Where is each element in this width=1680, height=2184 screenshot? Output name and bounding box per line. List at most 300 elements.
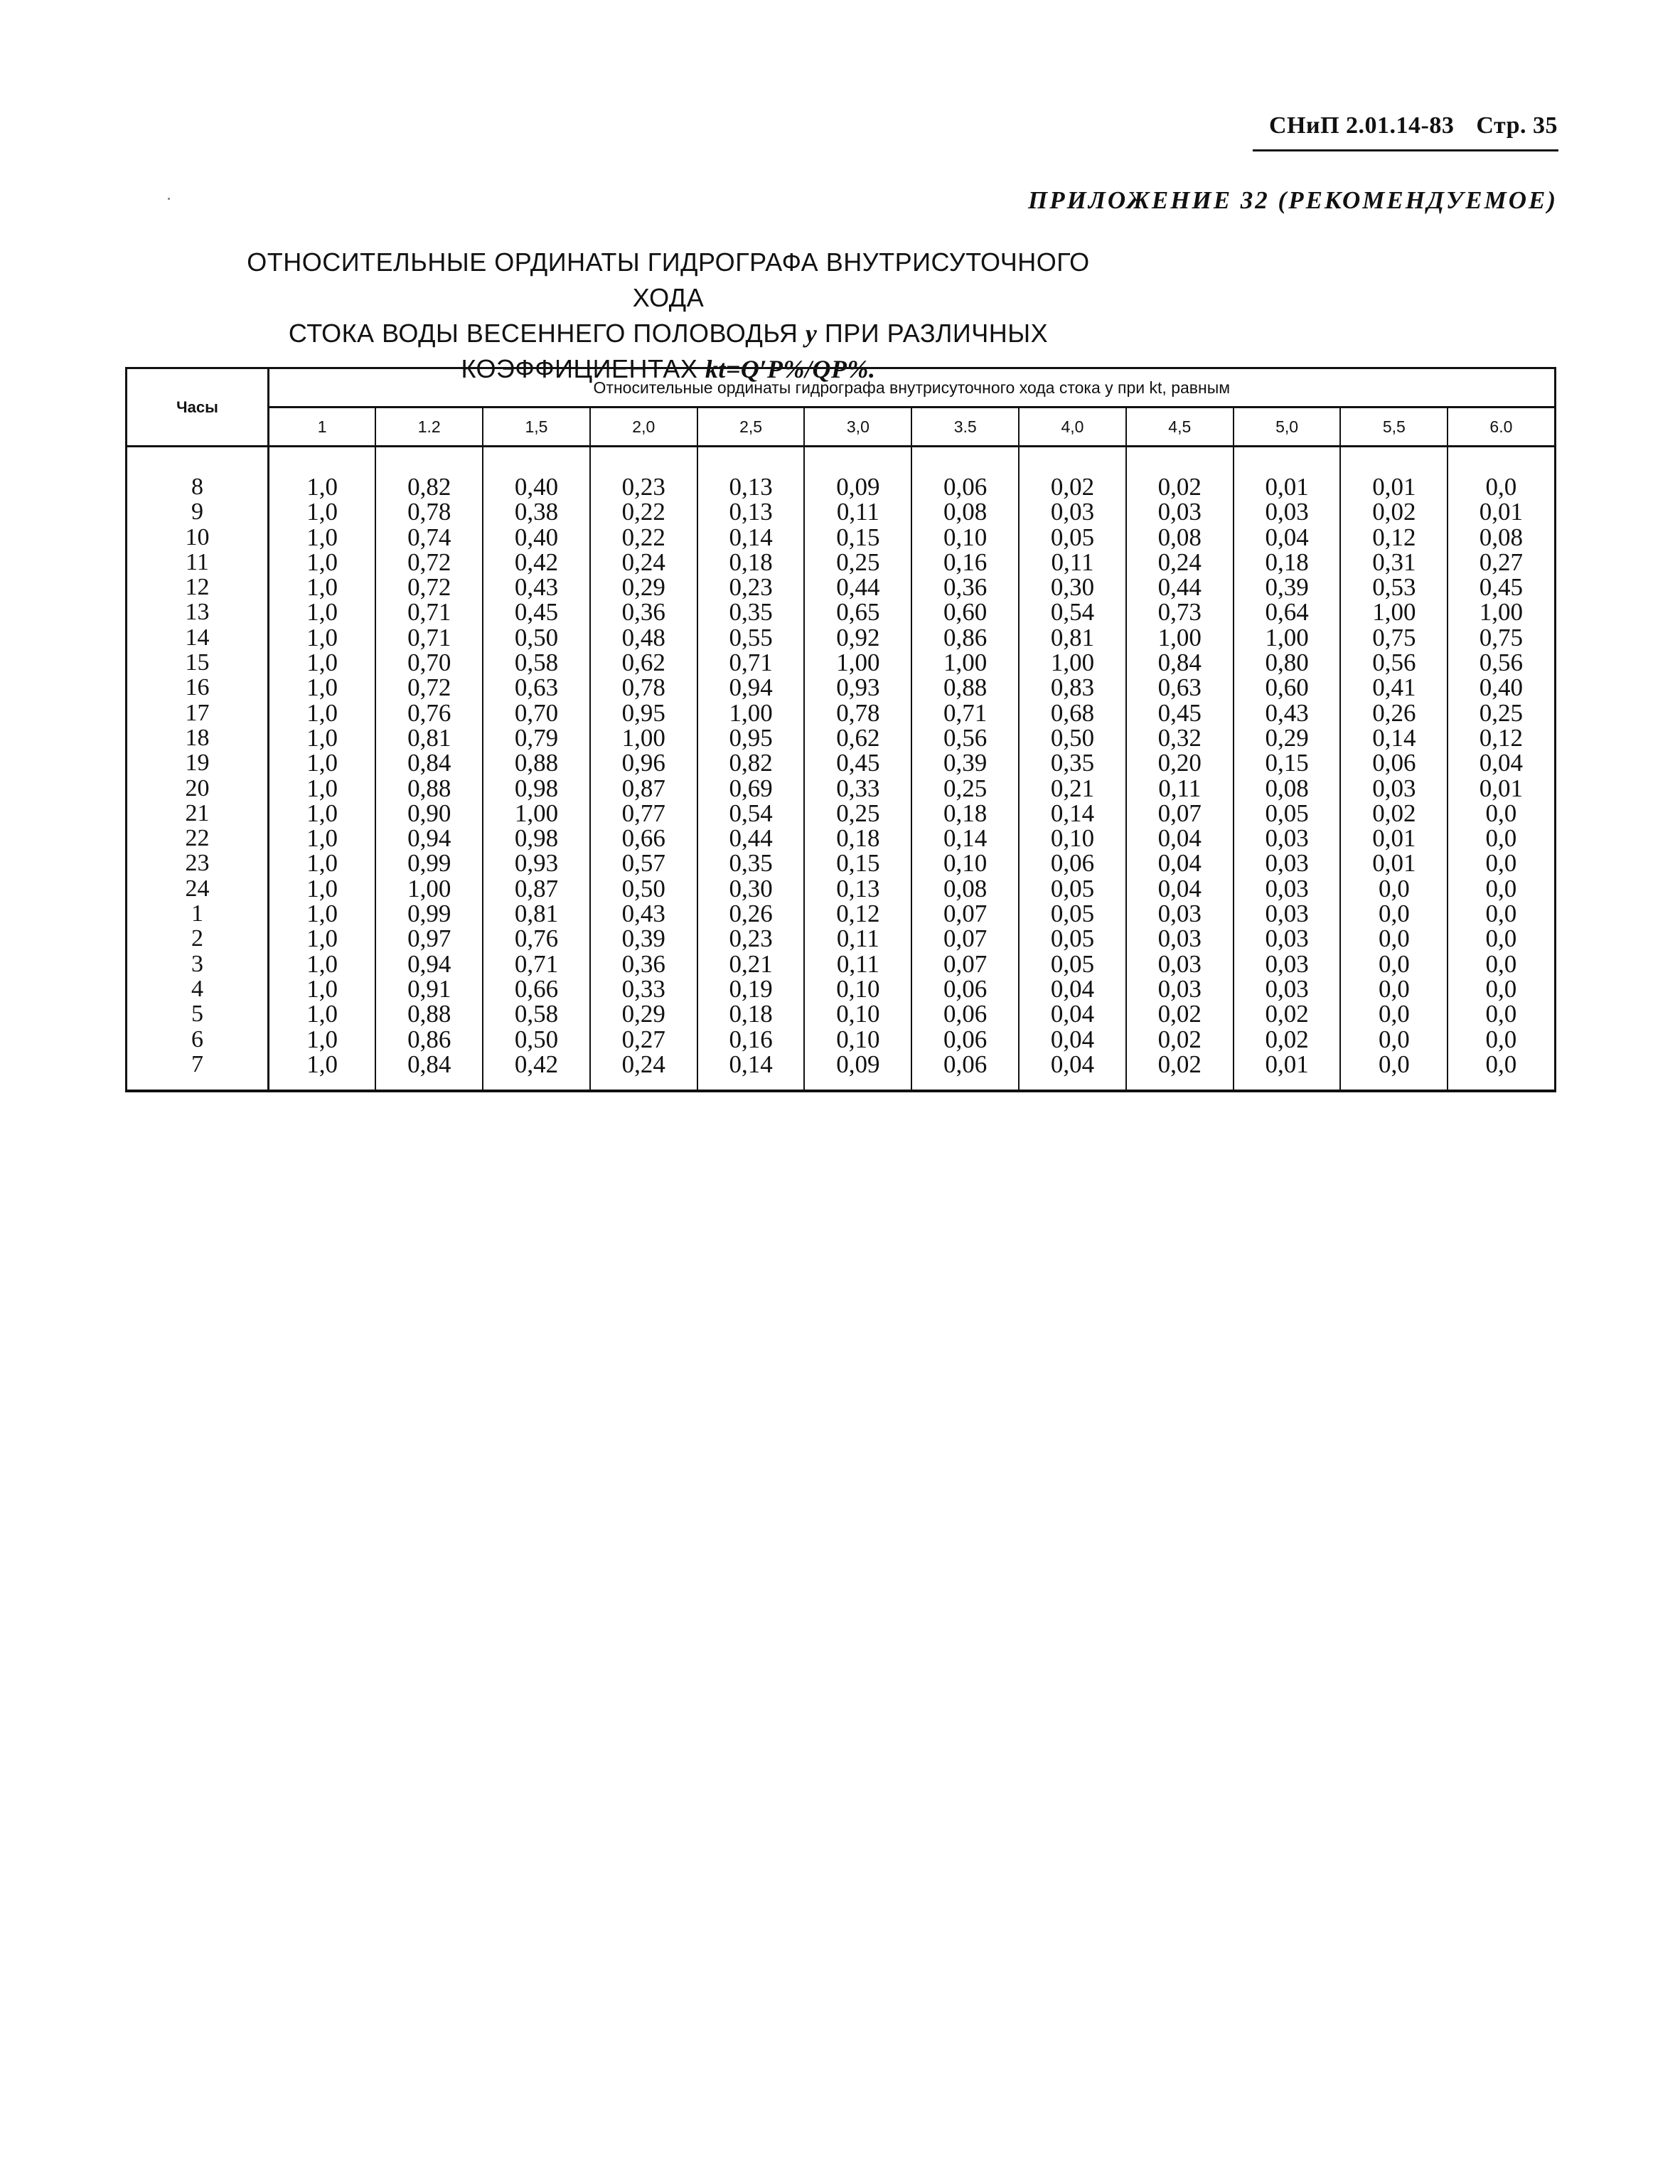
ordinate-cell: 0,0 [1448,901,1555,926]
ordinate-cell: 0,14 [911,826,1019,851]
ordinate-cell: 0,11 [804,926,911,951]
ordinate-cell: 1,0 [269,725,376,750]
ordinate-cell: 1,0 [269,776,376,801]
hour-cell: 2 [127,926,269,951]
ordinate-cell: 0,03 [1126,901,1234,926]
ordinate-cell: 1,0 [269,1052,376,1091]
ordinate-cell: 0,84 [375,750,483,775]
ordinate-cell: 0,76 [483,926,590,951]
k-value-header: 5,0 [1234,407,1341,447]
table-title [242,245,1095,387]
ordinate-cell: 1,00 [375,876,483,901]
table-row [127,776,1556,801]
ordinate-cell: 0,03 [1234,851,1341,875]
k-value-header: 2,5 [697,407,805,447]
ordinate-cell: 0,93 [483,851,590,875]
page-number: Стр. 35 [1476,112,1558,139]
hour-cell: 22 [127,826,269,851]
ordinate-cell: 0,16 [697,1027,805,1052]
ordinate-cell: 0,0 [1448,1052,1555,1091]
ordinate-cell: 0,33 [804,776,911,801]
ordinate-cell: 0,12 [1448,725,1555,750]
ordinate-cell: 1,0 [269,525,376,550]
title-variable: y [805,319,818,348]
k-value-header: 4,5 [1126,407,1234,447]
ordinate-cell: 0,01 [1340,826,1448,851]
ordinate-cell: 0,71 [697,650,805,675]
title-line-2 [242,316,1095,351]
ordinate-cell: 0,84 [1126,650,1234,675]
ordinate-cell: 0,54 [697,801,805,826]
ordinate-cell: 0,27 [590,1027,697,1052]
ordinate-cell: 0,0 [1340,926,1448,951]
ordinate-cell: 0,25 [1448,701,1555,725]
ordinate-cell: 0,24 [590,550,697,575]
ordinate-cell: 0,62 [804,725,911,750]
ordinate-cell: 0,03 [1126,976,1234,1001]
hydrograph-table-wrap [125,367,1554,1092]
table-row [127,876,1556,901]
ordinate-cell: 0,06 [911,1027,1019,1052]
ordinate-cell: 0,72 [375,550,483,575]
appendix-label: ПРИЛОЖЕНИЕ 32 (РЕКОМЕНДУЕМОЕ) [1028,186,1558,214]
ordinate-cell: 0,0 [1340,1001,1448,1026]
ordinate-cell: 0,23 [697,575,805,600]
ordinate-cell: 0,36 [911,575,1019,600]
ordinate-cell: 0,07 [911,901,1019,926]
ordinate-cell: 0,01 [1340,851,1448,875]
ordinate-cell: 0,53 [1340,575,1448,600]
ordinate-cell: 1,0 [269,952,376,976]
ordinate-cell: 1,0 [269,600,376,624]
ordinate-cell: 1,0 [269,625,376,650]
ordinate-cell: 0,90 [375,801,483,826]
ordinate-cell: 0,88 [911,675,1019,700]
ordinate-cell: 0,80 [1234,650,1341,675]
ordinate-cell: 0,45 [483,600,590,624]
ordinate-cell: 0,74 [375,525,483,550]
ordinate-cell: 0,69 [697,776,805,801]
ordinate-cell: 0,23 [697,926,805,951]
ordinate-cell: 0,08 [1234,776,1341,801]
ordinate-cell: 0,35 [697,600,805,624]
ordinate-cell: 0,87 [483,876,590,901]
title-formula: kt=Q′P%/QP%. [705,355,876,383]
ordinate-cell: 0,10 [911,851,1019,875]
ordinate-cell: 0,63 [1126,675,1234,700]
ordinate-cell: 1,0 [269,976,376,1001]
ordinate-cell: 0,03 [1234,952,1341,976]
ordinate-cell: 0,25 [804,550,911,575]
ordinate-cell: 0,88 [375,1001,483,1026]
ordinate-cell: 1,0 [269,575,376,600]
hour-cell: 1 [127,901,269,926]
ordinate-cell: 0,0 [1448,876,1555,901]
table-header-row [127,368,1556,407]
ordinate-cell: 0,62 [590,650,697,675]
ordinate-cell: 0,12 [804,901,911,926]
hour-cell: 10 [127,525,269,550]
ordinate-cell: 0,92 [804,625,911,650]
ordinate-cell: 0,03 [1234,876,1341,901]
ordinate-cell: 0,05 [1234,801,1341,826]
k-value-header: 1.2 [375,407,483,447]
hour-cell: 14 [127,625,269,650]
hour-cell: 18 [127,725,269,750]
table-body [127,447,1556,1092]
ordinate-cell: 1,0 [269,675,376,700]
hour-cell: 19 [127,750,269,775]
ordinate-cell: 0,71 [375,625,483,650]
ordinate-cell: 0,39 [911,750,1019,775]
ordinate-cell: 0,81 [375,725,483,750]
hour-cell: 21 [127,801,269,826]
k-value-header: 3,0 [804,407,911,447]
ordinate-cell: 0,0 [1448,976,1555,1001]
ordinate-cell: 0,96 [590,750,697,775]
ordinate-cell: 0,21 [1019,776,1126,801]
ordinate-cell: 0,02 [1126,1027,1234,1052]
ordinate-cell: 0,56 [1340,650,1448,675]
ordinate-cell: 0,03 [1126,499,1234,524]
hour-cell: 8 [127,447,269,500]
ordinate-cell: 0,03 [1126,952,1234,976]
ordinate-cell: 0,81 [1019,625,1126,650]
ordinate-cell: 0,44 [804,575,911,600]
ordinate-cell: 0,57 [590,851,697,875]
ordinate-cell: 0,88 [483,750,590,775]
ordinate-cell: 0,73 [1126,600,1234,624]
ordinate-cell: 0,68 [1019,701,1126,725]
ordinate-cell: 0,06 [911,976,1019,1001]
ordinate-cell: 0,22 [590,525,697,550]
ordinate-cell: 0,0 [1340,952,1448,976]
ordinate-cell: 0,09 [804,447,911,500]
ordinate-cell: 0,04 [1126,826,1234,851]
ordinate-cell: 0,01 [1340,447,1448,500]
ordinate-cell: 0,35 [697,851,805,875]
table-row [127,901,1556,926]
ordinate-cell: 0,54 [1019,600,1126,624]
ordinate-cell: 0,56 [1448,650,1555,675]
title-line-1: ОТНОСИТЕЛЬНЫЕ ОРДИНАТЫ ГИДРОГРАФА ВНУТРИСУТОЧНОГО ХОДА [247,247,1090,312]
ordinate-cell: 0,87 [590,776,697,801]
ordinate-cell: 1,0 [269,650,376,675]
ordinate-cell: 0,14 [1019,801,1126,826]
ordinate-cell: 0,20 [1126,750,1234,775]
ordinate-cell: 0,98 [483,826,590,851]
ordinate-cell: 0,06 [911,1052,1019,1091]
ordinate-cell: 0,09 [804,1052,911,1091]
ordinate-cell: 0,60 [1234,675,1341,700]
ordinate-cell: 1,00 [697,701,805,725]
ordinate-cell: 0,71 [911,701,1019,725]
ordinate-cell: 0,03 [1234,976,1341,1001]
ordinate-cell: 0,08 [1126,525,1234,550]
hour-cell: 23 [127,851,269,875]
ordinate-cell: 0,04 [1019,1001,1126,1026]
ordinate-cell: 1,0 [269,1001,376,1026]
ordinate-cell: 1,0 [269,801,376,826]
ordinate-cell: 0,11 [804,952,911,976]
table-row [127,701,1556,725]
ordinate-cell: 0,99 [375,851,483,875]
ordinate-cell: 0,03 [1234,901,1341,926]
document-code: СНиП 2.01.14-83 [1269,112,1455,139]
ordinate-cell: 0,38 [483,499,590,524]
ordinate-cell: 0,08 [911,499,1019,524]
ordinate-cell: 0,10 [911,525,1019,550]
ordinate-cell: 1,0 [269,750,376,775]
ordinate-cell: 0,02 [1126,447,1234,500]
hour-cell: 24 [127,876,269,901]
ordinate-cell: 0,50 [590,876,697,901]
ordinate-cell: 0,18 [1234,550,1341,575]
ordinate-cell: 0,16 [911,550,1019,575]
ordinate-cell: 0,26 [697,901,805,926]
ordinate-cell: 0,19 [697,976,805,1001]
hour-cell: 11 [127,550,269,575]
ordinate-cell: 0,26 [1340,701,1448,725]
ordinate-cell: 0,50 [1019,725,1126,750]
ordinate-cell: 0,79 [483,725,590,750]
ordinate-cell: 0,14 [1340,725,1448,750]
ordinate-cell: 0,04 [1019,1027,1126,1052]
table-row [127,550,1556,575]
table-row [127,826,1556,851]
ordinate-cell: 0,11 [804,499,911,524]
table-row [127,750,1556,775]
ordinate-cell: 0,60 [911,600,1019,624]
k-value-header: 1,5 [483,407,590,447]
ordinate-cell: 0,07 [1126,801,1234,826]
table-row [127,725,1556,750]
table-row [127,851,1556,875]
table-row [127,650,1556,675]
ordinate-cell: 0,0 [1448,801,1555,826]
ordinate-cell: 0,30 [1019,575,1126,600]
ordinate-cell: 0,43 [1234,701,1341,725]
ordinate-cell: 0,12 [1340,525,1448,550]
hour-cell: 6 [127,1027,269,1052]
ordinate-cell: 0,72 [375,675,483,700]
ordinate-cell: 1,00 [1448,600,1555,624]
ordinate-cell: 0,55 [697,625,805,650]
ordinate-cell: 0,95 [590,701,697,725]
ordinate-cell: 0,05 [1019,876,1126,901]
ordinate-cell: 0,03 [1234,499,1341,524]
ordinate-cell: 0,88 [375,776,483,801]
ordinate-cell: 1,0 [269,499,376,524]
ordinate-cell: 0,05 [1019,901,1126,926]
ordinate-cell: 0,01 [1234,447,1341,500]
ordinate-cell: 1,00 [911,650,1019,675]
ordinate-cell: 1,00 [1126,625,1234,650]
ordinate-cell: 0,75 [1340,625,1448,650]
hydrograph-table [125,367,1556,1092]
ordinate-cell: 1,00 [1340,600,1448,624]
ordinate-cell: 0,86 [911,625,1019,650]
ordinate-cell: 0,03 [1234,926,1341,951]
ordinate-cell: 0,43 [590,901,697,926]
ordinate-cell: 0,94 [375,826,483,851]
ordinate-cell: 0,04 [1234,525,1341,550]
ordinate-cell: 0,71 [483,952,590,976]
k-value-header: 6.0 [1448,407,1555,447]
ordinate-cell: 0,70 [483,701,590,725]
ordinate-cell: 0,45 [1448,575,1555,600]
table-row [127,525,1556,550]
table-row [127,801,1556,826]
ordinate-cell: 0,15 [804,525,911,550]
table-row [127,1027,1556,1052]
hour-cell: 13 [127,600,269,624]
ordinate-cell: 0,13 [804,876,911,901]
ordinate-cell: 0,32 [1126,725,1234,750]
ordinate-cell: 0,24 [590,1052,697,1091]
k-value-header: 2,0 [590,407,697,447]
ordinate-cell: 0,0 [1340,976,1448,1001]
k-value-header: 3.5 [911,407,1019,447]
ordinate-cell: 0,83 [1019,675,1126,700]
ordinate-cell: 0,02 [1340,801,1448,826]
ordinate-cell: 0,14 [697,1052,805,1091]
ordinate-cell: 0,91 [375,976,483,1001]
ordinate-cell: 0,10 [1019,826,1126,851]
ordinate-cell: 0,94 [697,675,805,700]
ordinate-cell: 0,70 [375,650,483,675]
ordinate-cell: 0,40 [483,525,590,550]
ordinate-cell: 1,00 [804,650,911,675]
ordinate-cell: 0,18 [804,826,911,851]
ordinate-cell: 0,82 [375,447,483,500]
ordinate-cell: 1,0 [269,550,376,575]
ordinate-cell: 0,04 [1126,851,1234,875]
ordinate-cell: 0,02 [1019,447,1126,500]
ordinate-cell: 0,21 [697,952,805,976]
ordinate-cell: 0,25 [804,801,911,826]
ordinate-cell: 0,94 [375,952,483,976]
ordinate-cell: 0,02 [1234,1027,1341,1052]
ordinate-cell: 1,0 [269,876,376,901]
ordinate-cell: 0,23 [590,447,697,500]
ordinate-cell: 0,95 [697,725,805,750]
ordinate-cell: 0,04 [1448,750,1555,775]
ordinate-cell: 0,66 [590,826,697,851]
ordinate-cell: 0,78 [804,701,911,725]
table-row [127,1001,1556,1026]
ordinate-cell: 0,0 [1340,1027,1448,1052]
ordinate-cell: 0,71 [375,600,483,624]
table-row [127,575,1556,600]
ordinate-cell: 0,31 [1340,550,1448,575]
ordinate-cell: 1,00 [1234,625,1341,650]
ordinate-cell: 0,04 [1126,876,1234,901]
k-value-header: 4,0 [1019,407,1126,447]
table-row [127,926,1556,951]
ordinate-cell: 0,08 [1448,525,1555,550]
ordinate-cell: 0,45 [804,750,911,775]
ordinate-cell: 1,00 [590,725,697,750]
ordinate-cell: 0,03 [1234,826,1341,851]
ordinate-cell: 1,0 [269,851,376,875]
ordinate-cell: 0,97 [375,926,483,951]
ordinate-cell: 0,03 [1340,776,1448,801]
ordinate-cell: 0,13 [697,499,805,524]
ordinate-cell: 0,42 [483,550,590,575]
ordinate-cell: 0,0 [1448,952,1555,976]
ordinate-cell: 1,0 [269,826,376,851]
ordinate-cell: 0,27 [1448,550,1555,575]
ordinate-cell: 0,02 [1126,1052,1234,1091]
ordinate-cell: 0,02 [1234,1001,1341,1026]
hour-cell: 9 [127,499,269,524]
ordinate-cell: 0,06 [911,1001,1019,1026]
ordinate-cell: 0,14 [697,525,805,550]
ordinate-cell: 0,64 [1234,600,1341,624]
ordinate-cell: 0,04 [1019,1052,1126,1091]
ordinate-cell: 0,29 [1234,725,1341,750]
ordinate-cell: 0,0 [1340,1052,1448,1091]
ordinate-cell: 0,39 [1234,575,1341,600]
ordinate-cell: 0,15 [804,851,911,875]
ordinate-cell: 0,65 [804,600,911,624]
ordinate-cell: 0,06 [1340,750,1448,775]
ordinate-cell: 0,11 [1126,776,1234,801]
title-line-3-prefix: КОЭФФИЦИЕНТАХ [461,354,698,383]
hour-cell: 20 [127,776,269,801]
ordinate-cell: 0,84 [375,1052,483,1091]
hour-cell: 5 [127,1001,269,1026]
hours-column-header: Часы [127,368,269,447]
ordinate-cell: 0,18 [911,801,1019,826]
k-value-header: 5,5 [1340,407,1448,447]
ordinate-cell: 0,0 [1448,926,1555,951]
ordinate-cell: 0,40 [483,447,590,500]
ordinate-cell: 0,08 [911,876,1019,901]
ordinate-cell: 0,0 [1448,851,1555,875]
ordinate-cell: 1,0 [269,901,376,926]
table-row [127,976,1556,1001]
ordinate-cell: 0,06 [1019,851,1126,875]
ordinate-cell: 0,35 [1019,750,1126,775]
ordinate-cell: 0,0 [1448,447,1555,500]
hour-cell: 17 [127,701,269,725]
ordinate-cell: 0,66 [483,976,590,1001]
ordinate-cell: 0,78 [375,499,483,524]
ordinate-cell: 0,63 [483,675,590,700]
ordinate-cell: 0,22 [590,499,697,524]
ordinate-cell: 0,48 [590,625,697,650]
ordinate-cell: 0,30 [697,876,805,901]
ordinate-cell: 1,0 [269,447,376,500]
ordinate-cell: 0,07 [911,952,1019,976]
ordinate-cell: 0,11 [1019,550,1126,575]
ordinate-cell: 1,00 [483,801,590,826]
ordinate-cell: 0,76 [375,701,483,725]
ordinate-cell: 0,36 [590,952,697,976]
table-row [127,625,1556,650]
ordinate-cell: 0,99 [375,901,483,926]
ordinate-cell: 0,29 [590,575,697,600]
ordinate-cell: 0,86 [375,1027,483,1052]
ordinates-group-header: Относительные ординаты гидрографа внутрисуточного хода стока y при kt, равным [269,368,1556,407]
ordinate-cell: 0,18 [697,1001,805,1026]
table-row [127,499,1556,524]
ordinate-cell: 0,05 [1019,952,1126,976]
header-rule [1253,149,1558,151]
ordinate-cell: 0,18 [697,550,805,575]
